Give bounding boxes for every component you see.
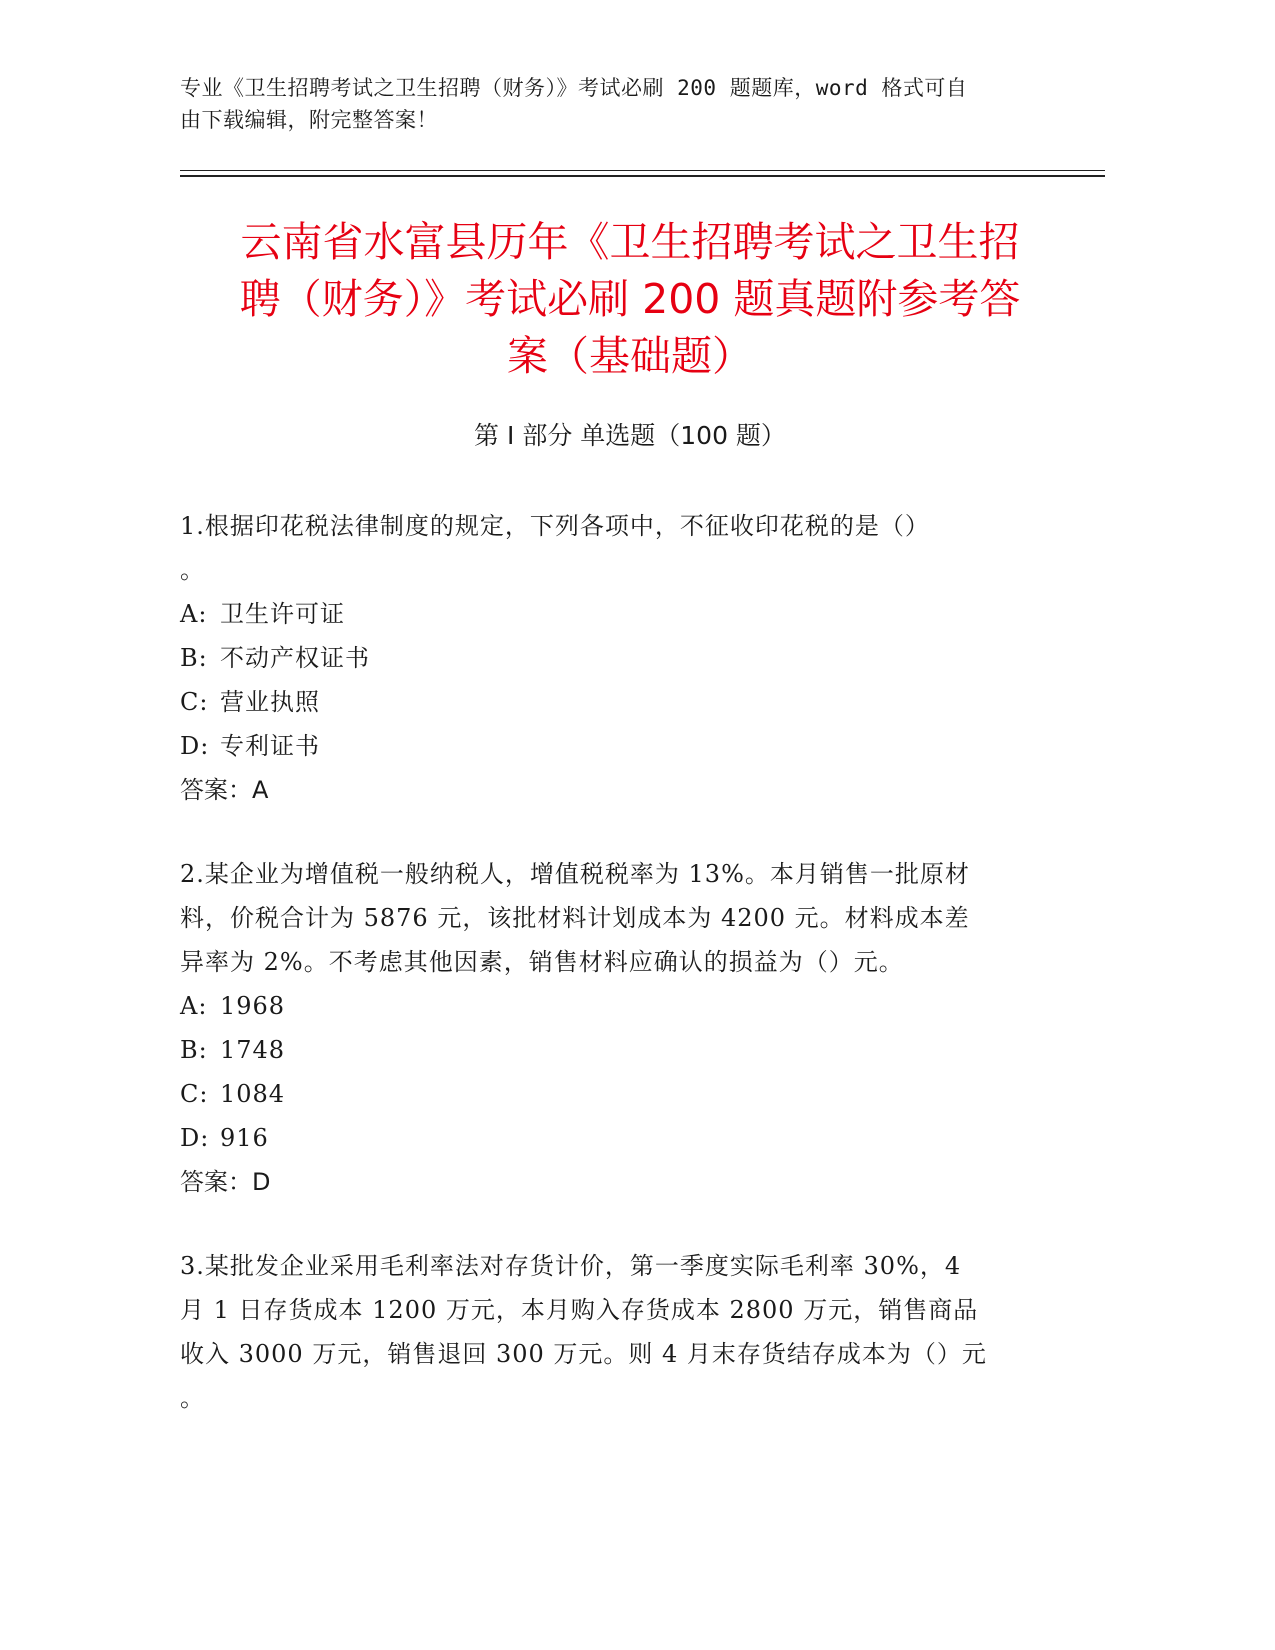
question-stem-line: 料，价税合计为 5876 元，该批材料计划成本为 4200 元。材料成本差 — [180, 904, 970, 932]
question-stem — [180, 852, 1040, 984]
document-title-line-3: 案（基础题） — [507, 332, 753, 380]
option-letter: A: — [180, 992, 208, 1020]
option-b — [180, 636, 1040, 680]
question-stem-line: 异率为 2%。不考虑其他因素，销售材料应确认的损益为（）元。 — [180, 948, 904, 976]
question-3 — [180, 1244, 1040, 1420]
document-title-line-1: 云南省水富县历年《卫生招聘考试之卫生招 — [240, 218, 1020, 266]
header-note — [180, 72, 1050, 136]
question-1 — [180, 504, 1040, 812]
option-letter: B: — [180, 1036, 208, 1064]
answer-label: 答案：D — [180, 1168, 271, 1196]
option-c — [180, 680, 1040, 724]
option-b — [180, 1028, 1040, 1072]
question-stem-line: 。 — [180, 556, 205, 584]
option-text: 不动产权证书 — [220, 644, 370, 672]
option-d — [180, 1116, 1040, 1160]
option-a — [180, 984, 1040, 1028]
option-text: 专利证书 — [220, 732, 320, 760]
question-stem — [180, 1244, 1040, 1420]
option-text: 916 — [220, 1124, 269, 1152]
header-divider-thick — [180, 175, 1105, 177]
option-text: 卫生许可证 — [220, 600, 345, 628]
option-letter: C: — [180, 1080, 209, 1108]
question-stem-line: 月 1 日存货成本 1200 万元，本月购入存货成本 2800 万元，销售商品 — [180, 1296, 979, 1324]
question-2 — [180, 852, 1040, 1204]
option-text: 1968 — [220, 992, 286, 1020]
option-letter: B: — [180, 644, 208, 672]
option-letter: D: — [180, 732, 210, 760]
option-d — [180, 724, 1040, 768]
document-title-line-2: 聘（财务）》考试必刷 200 题真题附参考答 — [239, 275, 1021, 323]
header-divider-thin — [180, 170, 1105, 171]
option-text: 营业执照 — [220, 688, 320, 716]
header-note-line-2: 由下载编辑，附完整答案！ — [180, 108, 438, 132]
option-text: 1748 — [220, 1036, 286, 1064]
question-stem — [180, 504, 1040, 592]
question-stem-line: 。 — [180, 1384, 205, 1412]
question-stem-line: 3.某批发企业采用毛利率法对存货计价，第一季度实际毛利率 30%，4 — [180, 1252, 962, 1280]
question-stem-line: 2.某企业为增值税一般纳税人，增值税税率为 13%。本月销售一批原材 — [180, 860, 970, 888]
header-note-line-1: 专业《卫生招聘考试之卫生招聘（财务）》考试必刷 200 题题库，word 格式可自 — [180, 76, 968, 100]
answer-label: 答案：A — [180, 776, 269, 804]
question-stem-line: 收入 3000 万元，销售退回 300 万元。则 4 月末存货结存成本为（）元 — [180, 1340, 987, 1368]
option-c — [180, 1072, 1040, 1116]
question-stem-line: 1.根据印花税法律制度的规定，下列各项中，不征收印花税的是（） — [180, 512, 930, 540]
option-letter: D: — [180, 1124, 210, 1152]
document-title — [180, 214, 1080, 385]
option-a — [180, 592, 1040, 636]
section-heading: 第 I 部分 单选题（100 题） — [474, 421, 786, 450]
option-letter: C: — [180, 688, 209, 716]
option-letter: A: — [180, 600, 208, 628]
option-text: 1084 — [220, 1080, 286, 1108]
